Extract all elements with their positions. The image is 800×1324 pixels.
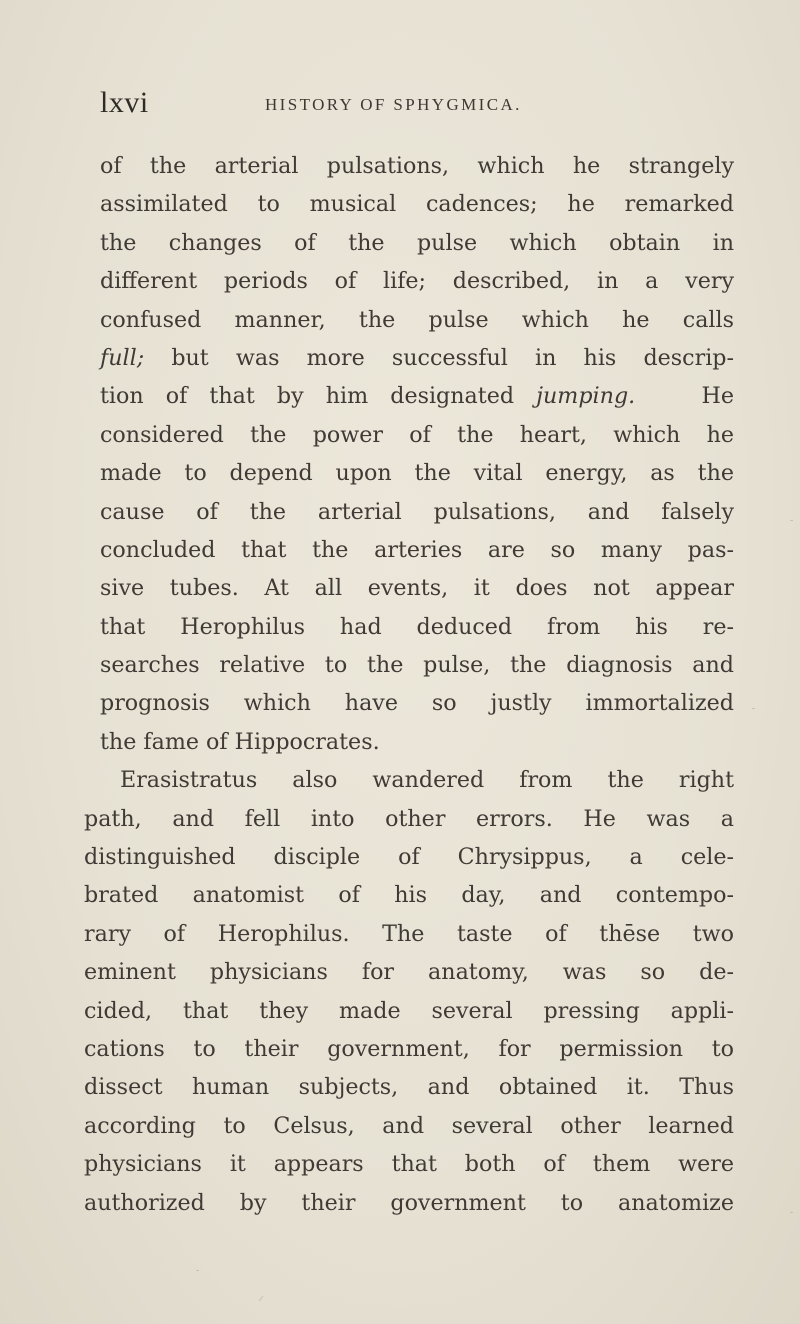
body-text xyxy=(84,147,734,1222)
running-head: HISTORY OF SPHYGMICA. xyxy=(265,95,522,114)
text-line: assimilated to musical cadences; he remarked xyxy=(100,191,734,218)
text-line: different periods of life; described, in a very xyxy=(100,268,734,295)
paper-speck xyxy=(196,1270,199,1271)
italic-term: full; xyxy=(100,344,145,371)
text-line: confused manner, the pulse which he calls xyxy=(100,306,734,333)
text-line-composite xyxy=(84,377,734,415)
paper-speck xyxy=(259,1296,264,1301)
text-line: concluded that the arteries are so many pas- xyxy=(100,536,734,563)
paper-speck xyxy=(752,708,755,709)
text-line: sive tubes. At all events, it does not appear xyxy=(100,575,734,602)
paper-speck xyxy=(790,520,793,521)
text-fragment: but was more successful in his descrip- xyxy=(171,344,734,371)
text-line: eminent physicians for anatomy, was so de- xyxy=(84,959,734,986)
text-line-composite xyxy=(84,339,734,377)
page-header xyxy=(100,86,720,126)
text-line: according to Celsus, and several other learned xyxy=(84,1112,734,1139)
text-line: rary of Herophilus. The taste of thēse two xyxy=(84,920,734,947)
italic-term: jumping. xyxy=(536,383,636,410)
text-fragment: He xyxy=(701,383,734,410)
text-line: prognosis which have so justly immortalized xyxy=(100,690,734,717)
text-line: dissect human subjects, and obtained it. Thus xyxy=(84,1074,734,1101)
text-line: searches relative to the pulse, the diagnosis and xyxy=(100,652,734,679)
text-line: cause of the arterial pulsations, and falsely xyxy=(100,498,734,525)
text-line: the fame of Hippocrates. xyxy=(100,728,380,755)
text-line: brated anatomist of his day, and contempo- xyxy=(84,882,734,909)
text-line: cided, that they made several pressing appli- xyxy=(84,997,734,1024)
text-line: path, and fell into other errors. He was a xyxy=(84,805,734,832)
page-number: lxvi xyxy=(100,86,149,119)
text-fragment: tion of that by him designated xyxy=(100,383,515,410)
text-line: distinguished disciple of Chrysippus, a cele- xyxy=(84,844,734,871)
text-line: cations to their government, for permission to xyxy=(84,1035,734,1062)
text-line: considered the power of the heart, which he xyxy=(100,421,734,448)
text-line: the changes of the pulse which obtain in xyxy=(100,229,734,256)
text-line: physicians it appears that both of them were xyxy=(84,1151,734,1178)
text-line: of the arterial pulsations, which he strangely xyxy=(100,153,734,179)
text-line: that Herophilus had deduced from his re- xyxy=(100,613,734,640)
text-line: made to depend upon the vital energy, as the xyxy=(100,460,734,487)
paper-speck xyxy=(790,1212,793,1213)
paragraph-start-line: Erasistratus also wandered from the right xyxy=(120,767,734,794)
text-line: authorized by their government to anatomize xyxy=(84,1189,734,1216)
